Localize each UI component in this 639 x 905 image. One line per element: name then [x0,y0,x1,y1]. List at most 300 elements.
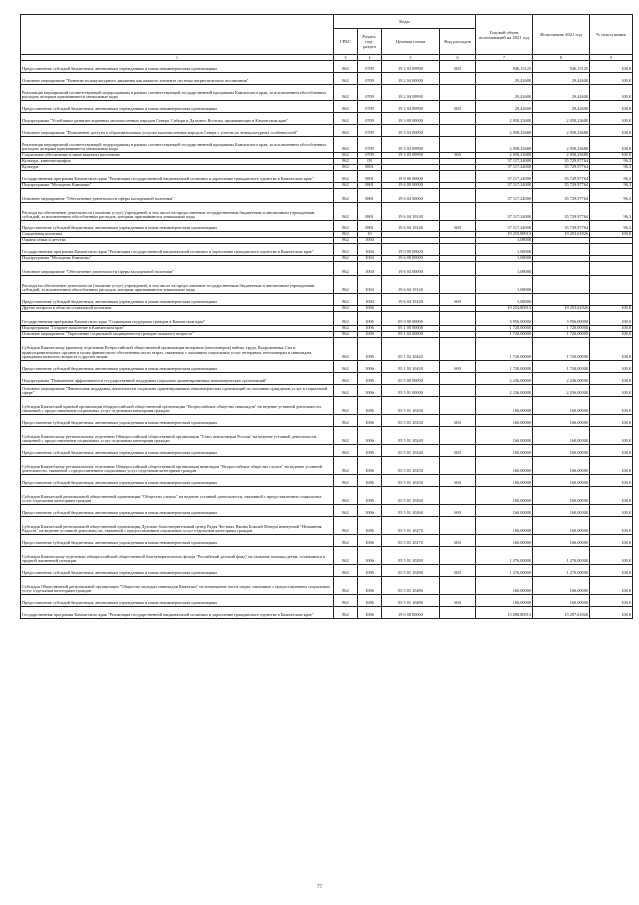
row-fact-amount: 160,00000 [533,457,590,475]
row-plan-amount: 1 276,00000 [476,547,533,565]
row-percent: 100,0 [590,385,633,397]
row-fact-amount: 2 058,23680 [533,113,590,125]
row-expense-type [440,397,476,415]
row-plan-amount: 2 058,23680 [476,113,533,125]
table-row [21,294,633,306]
row-target-article: 19 0 00 00000 [382,607,440,619]
table-row [21,565,633,577]
row-razdel: 1006 [358,385,382,397]
row-percent [590,262,633,276]
row-name: Основное мероприятие "Повышение доступа к образовательным услугам малочисленных народов Севера с учетом их этнокультурных особенностей" [21,125,334,137]
row-target-article: 05 5 01 10250 [382,475,440,487]
table-row [21,577,633,595]
document-sheet [20,14,632,619]
row-razdel: 1006 [358,306,382,312]
row-razdel: 1006 [358,361,382,373]
row-expense-type [440,171,476,183]
row-target-article: 19 6 04 10140 [382,221,440,232]
row-expense-type [440,338,476,361]
row-percent: 96,3 [590,165,633,171]
row-plan-amount: 160,00000 [476,475,533,487]
row-plan-amount: 1,08000 [476,238,533,244]
row-target-article: 19 3 03 09990 [382,137,440,153]
row-percent: 100,0 [590,475,633,487]
row-percent: 96,3 [590,221,633,232]
row-plan-amount: 3 956,00000 [476,312,533,326]
row-razdel: 1006 [358,397,382,415]
row-name: Субсидия Камчатской региональной общественной организации "Общество слепых" на ведение уставной деятельности, связанной с предоставлением социальных услуг отдельным категориям граждан [21,487,334,505]
celevaya-header: Целевая статья [382,29,440,55]
row-target-article: 05 5 01 10260 [382,487,440,505]
row-grbs: 862 [334,332,358,338]
row-grbs: 862 [334,326,358,332]
row-plan-amount: 160,00000 [476,595,533,607]
row-fact-amount: 160,00000 [533,427,590,445]
row-fact-amount: 1 720,00000 [533,326,590,332]
row-name: Государственная программа Камчатского края "Социальная поддержка граждан в Камчатском крае" [21,312,334,326]
row-percent [590,244,633,256]
table-row [21,312,633,326]
row-razdel: 0709 [358,85,382,101]
row-razdel: 0801 [358,165,382,171]
row-plan-amount: 37 117,24000 [476,171,533,183]
row-grbs: 862 [334,153,358,159]
row-razdel: 1006 [358,332,382,338]
row-name: Предоставление субсидий бюджетным, автономным учреждениям и иным некоммерческим организациям [21,361,334,373]
row-razdel: 1004 [358,256,382,262]
row-target-article: 19 6 04 10140 [382,294,440,306]
row-target-article: 05 5 01 10280 [382,547,440,565]
row-razdel: 1006 [358,338,382,361]
row-expense-type [440,427,476,445]
row-name: Реализация мероприятий соответствующей подпрограммы в рамках соответствующей государственной программы Камчатского края, за исключением обособленных расходов, которым присваиваются уникальные коды [21,85,334,101]
row-expense-type: 600 [440,595,476,607]
row-fact-amount: 2 058,23680 [533,153,590,159]
grbs-header: ГРБС [334,29,358,55]
row-grbs: 862 [334,595,358,607]
row-target-article: 05 5 01 10230 [382,415,440,427]
row-fact-amount: 160,00000 [533,577,590,595]
row-grbs: 862 [334,517,358,535]
row-fact-amount [533,244,590,256]
row-plan-amount: 1,08000 [476,244,533,256]
row-name: Предоставление субсидий бюджетным, автономным учреждениям и иным некоммерческим организациям [21,505,334,517]
column-number: 7 [476,55,533,61]
row-razdel: 1006 [358,607,382,619]
row-plan-amount: 1,08000 [476,294,533,306]
row-fact-amount [533,294,590,306]
row-expense-type [440,262,476,276]
name-header-empty [21,15,334,55]
row-razdel: 08 [358,159,382,165]
row-fact-amount: 29,42600 [533,101,590,113]
row-name: Предоставление субсидий бюджетным, автономным учреждениям и иным некоммерческим организациям [21,61,334,73]
row-target-article: 05 1 02 10420 [382,338,440,361]
table-row [21,547,633,565]
row-name: Субсидия Камчатскому региональному отделению Общероссийской общественной организации инвалидов "Всероссийское общество глухих" на ведение уставной деятельности, связанной с предоставлением социальных услуг отдельным категориям граждан [21,457,334,475]
row-razdel: 1006 [358,457,382,475]
row-razdel: 1004 [358,262,382,276]
row-grbs: 862 [334,85,358,101]
row-plan-amount: 160,00000 [476,517,533,535]
row-plan-amount: 1,08000 [476,276,533,294]
row-percent: 100,0 [590,397,633,415]
row-grbs: 862 [334,244,358,256]
row-fact-amount: 1 720,00000 [533,332,590,338]
row-grbs: 862 [334,232,358,238]
row-grbs: 862 [334,373,358,385]
table-row [21,276,633,294]
row-plan-amount: 160,00000 [476,535,533,547]
row-fact-amount: 160,00000 [533,415,590,427]
row-percent: 100,0 [590,607,633,619]
page-number: 77 [317,885,322,890]
row-target-article: 05 1 02 00000 [382,332,440,338]
row-percent [590,276,633,294]
row-razdel: 1004 [358,244,382,256]
row-name: Предоставление субсидий бюджетным, автономным учреждениям и иным некоммерческим организациям [21,565,334,577]
column-number: 8 [533,55,590,61]
row-expense-type [440,276,476,294]
row-razdel: 1006 [358,505,382,517]
row-plan-amount: 1,08000 [476,262,533,276]
row-plan-amount: 15 298,80913 [476,607,533,619]
row-percent: 100,0 [590,73,633,85]
row-fact-amount [533,276,590,294]
row-percent [590,294,633,306]
row-percent: 100,0 [590,427,633,445]
row-plan-amount: 1 720,00000 [476,326,533,332]
row-razdel: 0801 [358,183,382,189]
row-name: Субсидия Камчатскому краевому отделению Всероссийской общественной организации ветеранов (пенсионеров) войны, труда, Вооруженных Сил и правоохранительных органов в целях финансового обеспечения части затрат, связанных с оказанием социальных услуг ветеранам, пенсионерам и инвалидам, гражданам пожилого возраста и другим лицам [21,338,334,361]
row-grbs: 862 [334,361,358,373]
row-expense-type: 600 [440,361,476,373]
row-name: Социальное обеспечение и иные выплаты населению [21,153,334,159]
row-plan-amount: 29,42600 [476,73,533,85]
row-target-article: 05 5 01 10260 [382,505,440,517]
row-target-article: 05 5 01 10480 [382,577,440,595]
row-plan-amount: 160,00000 [476,445,533,457]
row-plan-amount: 2 058,23680 [476,125,533,137]
row-expense-type [440,203,476,221]
row-plan-amount: 2 058,23680 [476,137,533,153]
row-target-article: 05 5 01 10240 [382,427,440,445]
row-target-article: 05 5 01 10270 [382,535,440,547]
table-row [21,361,633,373]
row-grbs: 862 [334,256,358,262]
row-fact-amount: 946,15125 [533,61,590,73]
row-grbs: 862 [334,577,358,595]
row-grbs: 862 [334,306,358,312]
row-razdel: 10 [358,232,382,238]
fact-header: Исполнение 2021 год [533,15,590,55]
row-plan-amount: 160,00000 [476,415,533,427]
row-grbs: 862 [334,457,358,475]
row-target-article: 05 1 00 00000 [382,326,440,332]
row-plan-amount: 1 720,00000 [476,332,533,338]
row-expense-type [440,312,476,326]
row-plan-amount: 1 276,00000 [476,565,533,577]
row-razdel: 1004 [358,276,382,294]
row-target-article: 05 0 00 00000 [382,312,440,326]
row-grbs: 862 [334,171,358,183]
row-target-article: 19 6 00 00000 [382,256,440,262]
row-name: Предоставление субсидий бюджетным, автономным учреждениям и иным некоммерческим организациям [21,475,334,487]
row-plan-amount: 160,00000 [476,505,533,517]
row-fact-amount: 35 729,97764 [533,165,590,171]
row-razdel: 0801 [358,171,382,183]
row-expense-type: 600 [440,565,476,577]
row-plan-amount: 29,42600 [476,101,533,113]
row-percent: 100,0 [590,457,633,475]
row-plan-amount: 37 117,24000 [476,203,533,221]
row-target-article: 19 6 04 10140 [382,276,440,294]
row-plan-amount: 37 117,24000 [476,165,533,171]
table-row [21,203,633,221]
row-razdel: 1006 [358,547,382,565]
row-name: Основное мероприятие "Укрепление социальной защищенности граждан пожилого возраста" [21,332,334,338]
row-fact-amount: 29,42600 [533,73,590,85]
row-razdel: 0709 [358,73,382,85]
row-percent: 96,3 [590,203,633,221]
row-fact-amount: 160,00000 [533,445,590,457]
row-fact-amount: 160,00000 [533,397,590,415]
row-target-article: 05 5 01 10270 [382,517,440,535]
row-expense-type: 600 [440,445,476,457]
row-fact-amount: 2 058,23680 [533,137,590,153]
table-row [21,445,633,457]
row-percent: 100,0 [590,535,633,547]
row-grbs: 862 [334,113,358,125]
column-number: 5 [382,55,440,61]
row-percent: 100,0 [590,517,633,535]
row-grbs: 862 [334,338,358,361]
row-plan-amount: 37 117,24000 [476,189,533,203]
table-row [21,505,633,517]
row-razdel: 1004 [358,294,382,306]
row-name: Культура [21,165,334,171]
row-percent: 100,0 [590,373,633,385]
row-target-article: 19 0 00 00000 [382,244,440,256]
row-fact-amount: 2 236,00000 [533,373,590,385]
row-plan-amount: 37 117,24000 [476,221,533,232]
row-plan-amount: 160,00000 [476,487,533,505]
row-razdel: 1006 [358,595,382,607]
row-grbs: 862 [334,535,358,547]
row-expense-type [440,517,476,535]
row-grbs: 862 [334,487,358,505]
row-fact-amount: 160,00000 [533,487,590,505]
row-grbs: 862 [334,397,358,415]
row-fact-amount: 160,00000 [533,517,590,535]
row-expense-type [440,487,476,505]
row-target-article: 05 5 01 10250 [382,457,440,475]
budget-table [20,14,633,619]
table-body [21,61,633,619]
pct-header: % испол нения [590,15,633,55]
table-row [21,475,633,487]
row-grbs: 862 [334,505,358,517]
row-expense-type: 600 [440,101,476,113]
row-plan-amount: 19 255,88913 [476,232,533,238]
row-expense-type: 600 [440,294,476,306]
table-row [21,262,633,276]
column-number: 3 [334,55,358,61]
row-grbs: 862 [334,294,358,306]
row-fact-amount: 160,00000 [533,505,590,517]
row-plan-amount: 1 720,00000 [476,338,533,361]
row-expense-type [440,113,476,125]
row-plan-amount: 160,00000 [476,577,533,595]
row-expense-type [440,607,476,619]
row-razdel: 1006 [358,577,382,595]
row-target-article: 05 5 01 10240 [382,445,440,457]
row-percent: 100,0 [590,113,633,125]
row-grbs: 862 [334,221,358,232]
row-name: Предоставление субсидий бюджетным, автономным учреждениям и иным некоммерческим организациям [21,101,334,113]
row-grbs: 862 [334,73,358,85]
razdel-header: Раздел, под-раздел [358,29,382,55]
row-grbs: 862 [334,312,358,326]
row-razdel: 0709 [358,113,382,125]
column-number: 9 [590,55,633,61]
row-target-article: 05 5 01 00000 [382,385,440,397]
row-razdel: 1006 [358,312,382,326]
row-razdel: 0709 [358,101,382,113]
row-razdel: 1006 [358,373,382,385]
row-fact-amount: 35 729,97764 [533,159,590,165]
table-row [21,101,633,113]
codes-header: Коды [334,15,476,29]
row-fact-amount: 35 729,97764 [533,221,590,232]
row-razdel: 1006 [358,565,382,577]
row-plan-amount: 19 254,80913 [476,306,533,312]
row-name: Подпрограмма "Устойчивое развитие коренных малочисленных народов Севера, Сибири и Дальнего Востока, проживающих в Камчатском крае" [21,113,334,125]
row-name: Предоставление субсидий бюджетным, автономным учреждениям и иным некоммерческим организациям [21,445,334,457]
row-grbs: 862 [334,276,358,294]
row-name: Расходы на обеспечение деятельности (оказание услуг) учреждений, в том числе на предоставление государственным бюджетным и автономным учреждениям субсидий, за исключением обособленных расходов, которым присваиваются уникальные коды [21,276,334,294]
row-percent: 100,0 [590,312,633,326]
table-row [21,61,633,73]
row-target-article: 19 2 04 09990 [382,101,440,113]
row-plan-amount: 2 236,00000 [476,385,533,397]
row-fact-amount: 15 297,61826 [533,607,590,619]
table-row [21,607,633,619]
row-fact-amount: 2 058,23680 [533,125,590,137]
row-name: Подпрограмма "Молодежь Камчатки" [21,183,334,189]
row-target-article: 05 5 00 00000 [382,373,440,385]
row-name: Предоставление субсидий бюджетным, автономным учреждениям и иным некоммерческим организациям [21,595,334,607]
column-number: 1 [21,55,334,61]
row-razdel: 1006 [358,487,382,505]
row-fact-amount: 160,00000 [533,475,590,487]
row-fact-amount: 35 729,97764 [533,171,590,183]
row-name: Предоставление субсидий бюджетным, автономным учреждениям и иным некоммерческим организациям [21,294,334,306]
row-target-article: 05 1 02 10420 [382,361,440,373]
row-razdel: 0801 [358,221,382,232]
row-name: Субсидия Камчатской краевой организации общероссийской общественной организации "Всероссийское общество инвалидов" на ведение уставной деятельности, связанной с предоставлением социальных услуг отдельным категориям граждан [21,397,334,415]
row-target-article: 19 0 00 00000 [382,171,440,183]
row-grbs: 862 [334,125,358,137]
row-expense-type [440,457,476,475]
row-grbs: 862 [334,565,358,577]
row-name: Субсидия Общественной региональной организации "Общество молодых инвалидов Камчатки" на возмещение части затрат, связанных с предоставлением социальных услуг отдельным категориям граждан [21,577,334,595]
row-plan-amount: 2 236,00000 [476,373,533,385]
row-name: Основное мероприятие "Развитие поликультурного движения как важного элемента системы патриотического воспитания" [21,73,334,85]
row-grbs: 862 [334,427,358,445]
row-razdel: 0709 [358,137,382,153]
row-percent: 96,3 [590,171,633,183]
row-fact-amount: 1 720,00000 [533,338,590,361]
row-razdel: 1006 [358,326,382,332]
row-percent: 100,0 [590,232,633,238]
row-plan-amount: 946,15125 [476,61,533,73]
plan-header: Годовой объем ассигнований на 2021 год [476,15,533,55]
row-name: Предоставление субсидий бюджетным, автономным учреждениям и иным некоммерческим организациям [21,535,334,547]
row-percent: 100,0 [590,595,633,607]
row-expense-type [440,577,476,595]
row-plan-amount: 37 117,24000 [476,183,533,189]
row-percent: 100,0 [590,332,633,338]
row-percent: 100,0 [590,85,633,101]
table-row [21,373,633,385]
row-percent: 96,3 [590,159,633,165]
row-fact-amount: 35 729,97764 [533,189,590,203]
table-row [21,457,633,475]
row-plan-amount: 1 720,00000 [476,361,533,373]
row-grbs: 862 [334,415,358,427]
row-razdel: 0709 [358,61,382,73]
table-row [21,137,633,153]
row-percent: 100,0 [590,326,633,332]
row-percent: 100,0 [590,306,633,312]
row-expense-type: 600 [440,221,476,232]
row-target-article: 19 3 03 00000 [382,125,440,137]
row-plan-amount: 160,00000 [476,397,533,415]
row-expense-type: 600 [440,61,476,73]
row-fact-amount: 35 729,97764 [533,183,590,189]
row-target-article: 19 2 03 09990 [382,61,440,73]
table-row [21,535,633,547]
row-target-article: 05 5 01 10230 [382,397,440,415]
row-expense-type: 600 [440,535,476,547]
row-percent: 100,0 [590,547,633,565]
row-name: Государственная программа Камчатского края "Реализация государственной национальной политики и укрепление гражданского единства в Камчатском крае" [21,244,334,256]
table-row [21,487,633,505]
row-razdel: 1006 [358,475,382,487]
row-percent: 100,0 [590,338,633,361]
row-fact-amount: 3 956,00000 [533,312,590,326]
row-fact-amount: 35 729,97764 [533,203,590,221]
row-name: Основное мероприятие "Обеспечение деятельности сферы молодежной политики" [21,189,334,203]
row-target-article: 19 2 04 00000 [382,73,440,85]
row-plan-amount: 1,08000 [476,256,533,262]
row-name: Подпрограмма "Старшее поколение в Камчатском крае" [21,326,334,332]
row-target-article: 05 5 01 10480 [382,595,440,607]
row-grbs: 862 [334,445,358,457]
table-row [21,171,633,183]
table-row [21,517,633,535]
row-grbs: 862 [334,183,358,189]
table-row [21,338,633,361]
row-razdel: 1004 [358,238,382,244]
table-row [21,427,633,445]
row-expense-type [440,125,476,137]
row-fact-amount: 160,00000 [533,535,590,547]
row-expense-type [440,73,476,85]
row-fact-amount: 1 276,00000 [533,547,590,565]
row-name: Культура, кинематография [21,159,334,165]
